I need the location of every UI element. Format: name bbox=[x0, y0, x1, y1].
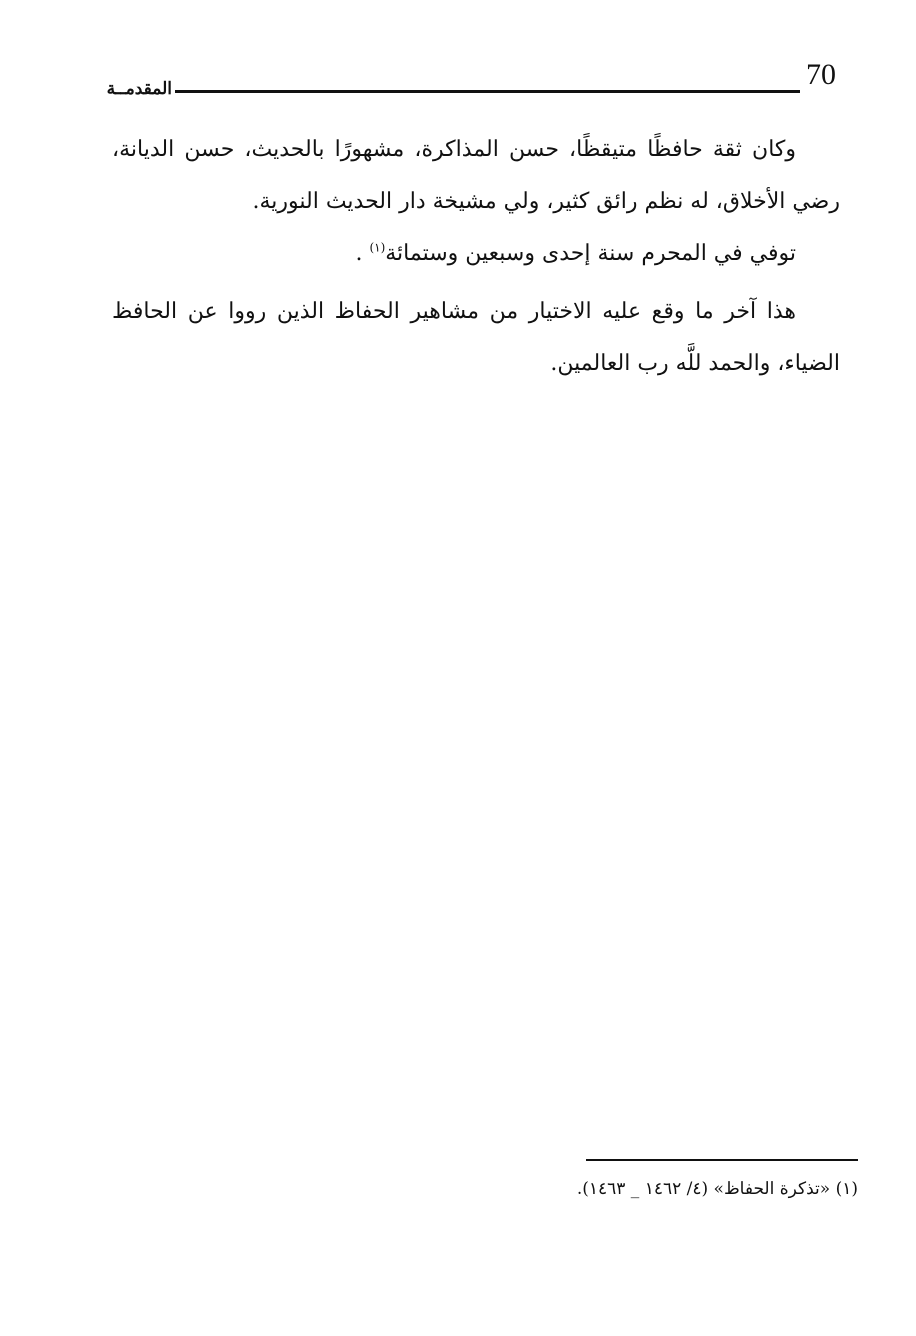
running-head: المقدمــة bbox=[106, 79, 172, 99]
footnote-rule bbox=[586, 1159, 858, 1161]
paragraph-tail: . bbox=[355, 241, 370, 266]
header-rule bbox=[175, 90, 800, 93]
body-text bbox=[112, 124, 840, 390]
paragraph-text: توفي في المحرم سنة إحدى وسبعين وستمائة bbox=[385, 241, 796, 266]
paragraph-death-date bbox=[112, 228, 840, 280]
paragraph-text: هذا آخر ما وقع عليه الاختيار من مشاهير الحفاظ الذين رووا عن الحافظ الضياء، والحمد للَّه رب العالمين. bbox=[112, 299, 840, 376]
footnote: (١) «تذكرة الحفاظ» (٤/ ١٤٦٢ _ ١٤٦٣). bbox=[576, 1179, 858, 1199]
paragraph-conclusion bbox=[112, 286, 840, 390]
page-number: 70 bbox=[806, 58, 836, 91]
paragraph-text: وكان ثقة حافظًا متيقظًا، حسن المذاكرة، مشهورًا بالحديث، حسن الديانة، رضي الأخلاق، له نظم رائق كثير، ولي مشيخة دار الحديث النورية. bbox=[112, 137, 840, 214]
footnote-reference[interactable]: (١) bbox=[369, 240, 386, 255]
paragraph-biography bbox=[112, 124, 840, 228]
